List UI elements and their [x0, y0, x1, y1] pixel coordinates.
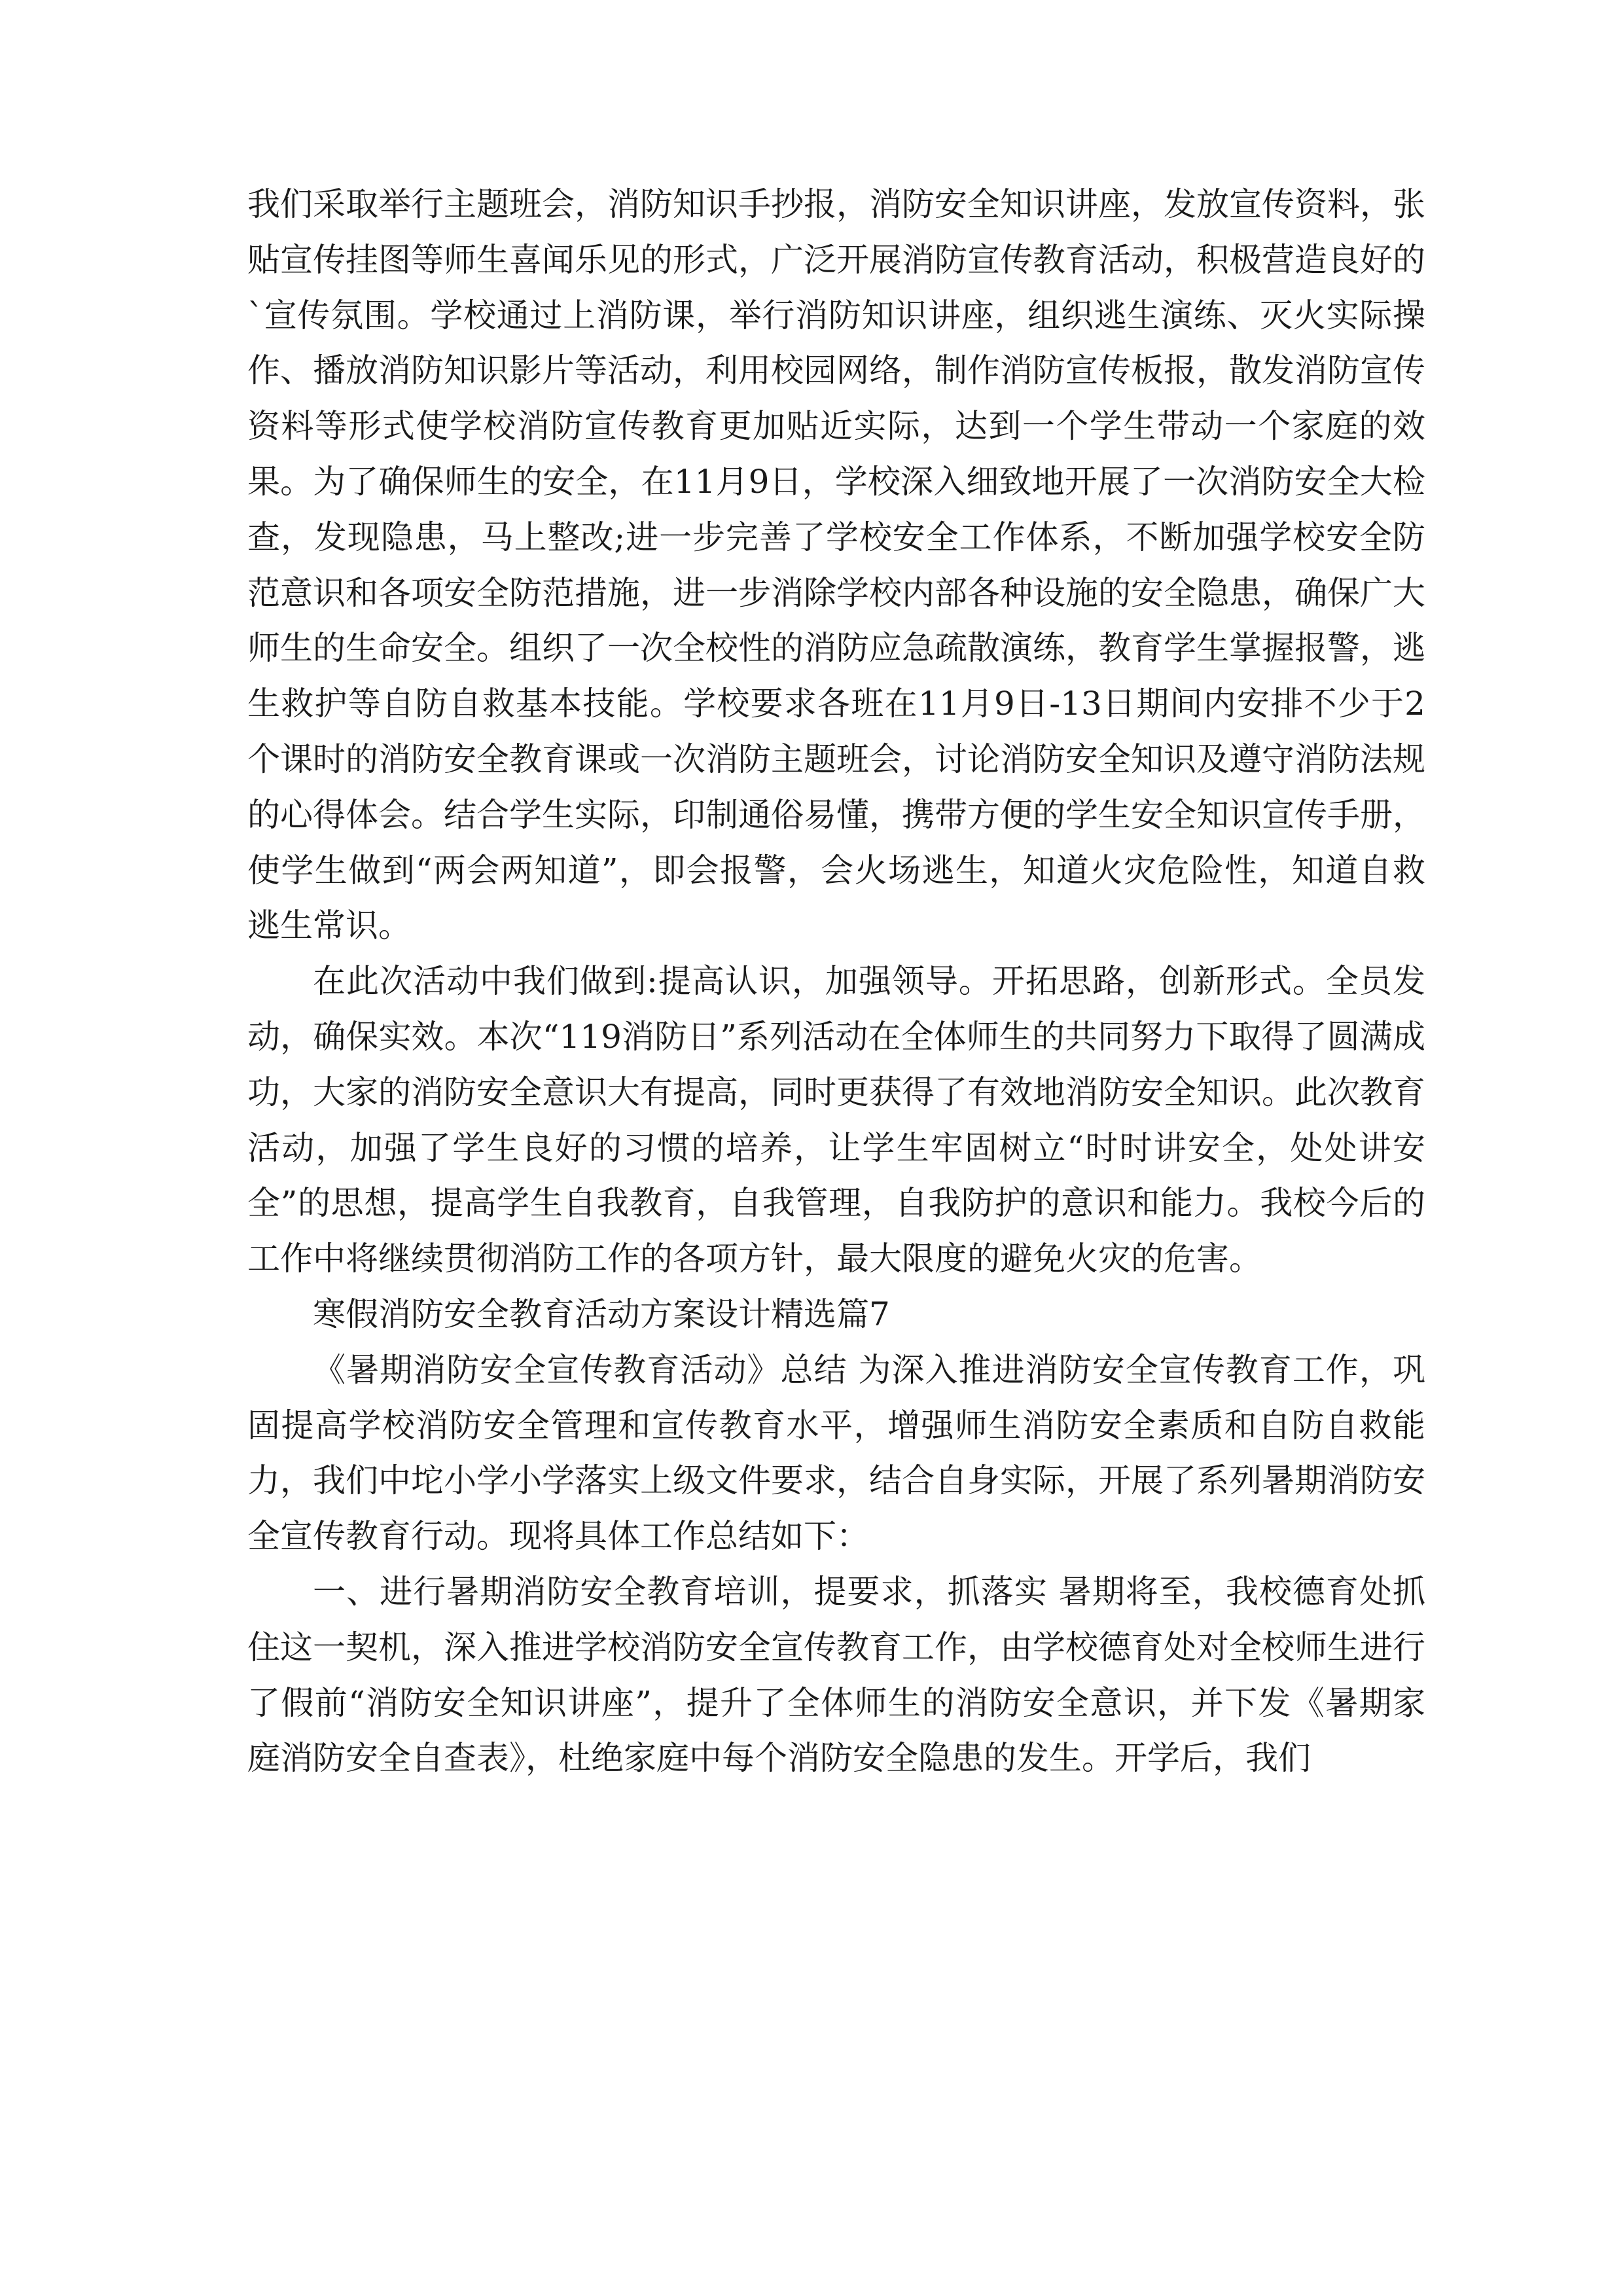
- document-body: [247, 177, 1425, 1786]
- section-heading: 寒假消防安全教育活动方案设计精选篇7: [313, 1295, 890, 1333]
- body-paragraph-1: 我们采取举行主题班会，消防知识手抄报，消防安全知识讲座，发放宣传资料，张贴宣传挂图等师生喜闻乐见的形式，广泛开展消防宣传教育活动，积极营造良好的`宣传氛围。学校通过上消防课，举行消防知识讲座，组织逃生演练、灭火实际操作、播放消防知识影片等活动，利用校园网络，制作消防宣传板报，散发消防宣传资料等形式使学校消防宣传教育更加贴近实际，达到一个学生带动一个家庭的效果。为了确保师生的安全，在11月9日，学校深入细致地开展了一次消防安全大检查，发现隐患，马上整改;进一步完善了学校安全工作体系，不断加强学校安全防范意识和各项安全防范措施，进一步消除学校内部各种设施的安全隐患，确保广大师生的生命安全。组织了一次全校性的消防应急疏散演练，教育学生掌握报警，逃生救护等自防自救基本技能。学校要求各班在11月9日-13日期间内安排不少于2个课时的消防安全教育课或一次消防主题班会，讨论消防安全知识及遵守消防法规的心得体会。结合学生实际，印制通俗易懂，携带方便的学生安全知识宣传手册，使学生做到“两会两知道”，即会报警，会火场逃生，知道火灾危险性，知道自救逃生常识。: [247, 185, 1425, 945]
- body-paragraph-3: 《暑期消防安全宣传教育活动》总结 为深入推进消防安全宣传教育工作，巩固提高学校消防安全管理和宣传教育水平，增强师生消防安全素质和自防自救能力，我们中坨小学小学落实上级文件要求，结合自身实际，开展了系列暑期消防安全宣传教育行动。现将具体工作总结如下：: [247, 1350, 1425, 1556]
- body-paragraph-4: 一、进行暑期消防安全教育培训，提要求，抓落实 暑期将至，我校德育处抓住这一契机，深入推进学校消防安全宣传教育工作，由学校德育处对全校师生进行了假前“消防安全知识讲座”，提升了全体师生的消防安全意识，并下发《暑期家庭消防安全自查表》，杜绝家庭中每个消防安全隐患的发生。开学后，我们: [247, 1572, 1425, 1778]
- body-paragraph-2: 在此次活动中我们做到:提高认识，加强领导。开拓思路，创新形式。全员发动，确保实效。本次“119消防日”系列活动在全体师生的共同努力下取得了圆满成功，大家的消防安全意识大有提高，同时更获得了有效地消防安全知识。此次教育活动，加强了学生良好的习惯的培养，让学生牢固树立“时时讲安全，处处讲安全”的思想，提高学生自我教育，自我管理，自我防护的意识和能力。我校今后的工作中将继续贯彻消防工作的各项方针，最大限度的避免火灾的危害。: [247, 962, 1425, 1278]
